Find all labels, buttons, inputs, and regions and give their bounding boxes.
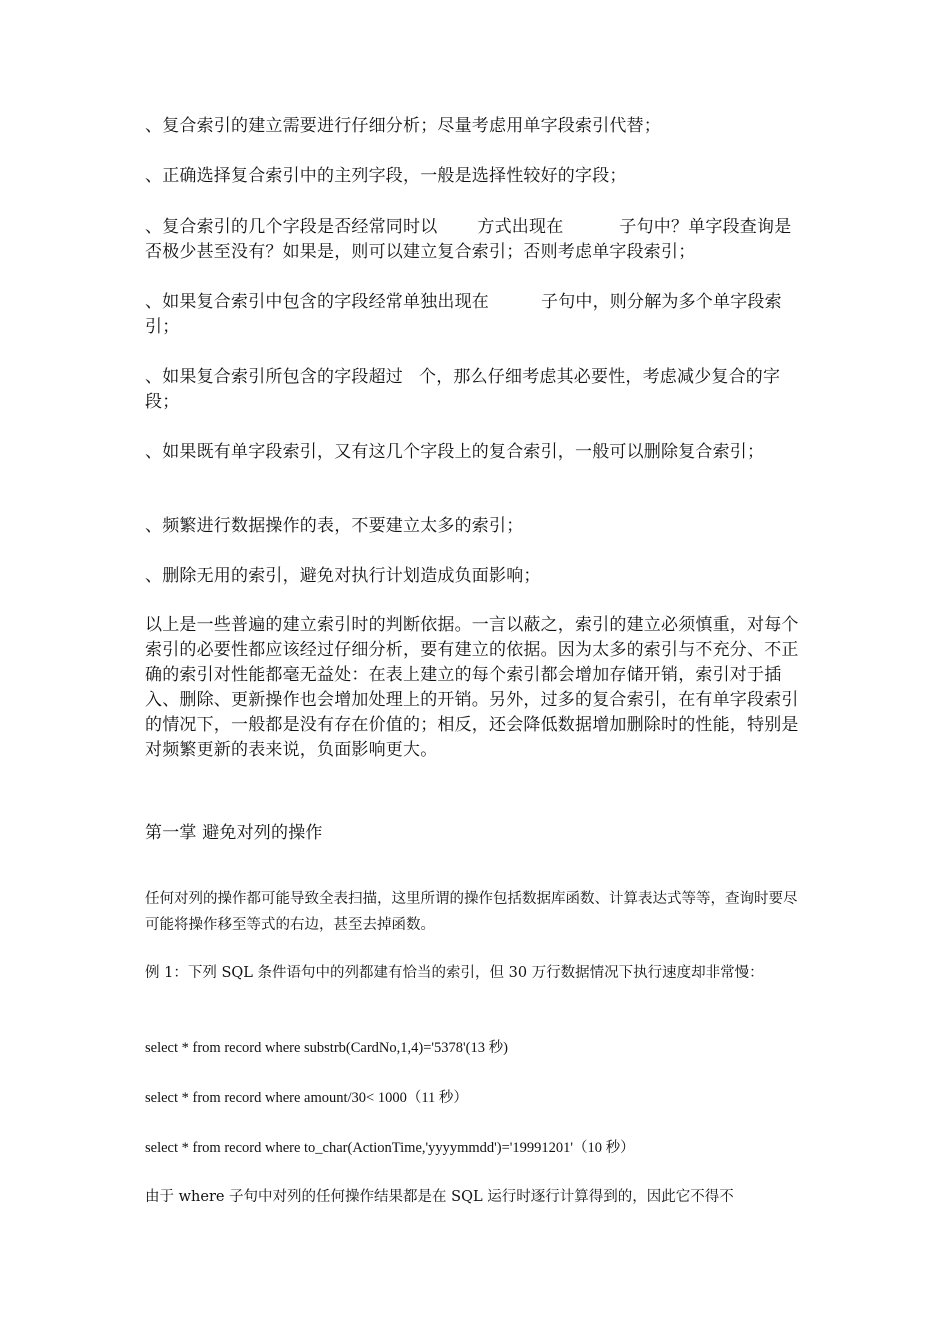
sql-line: select * from record where amount/30< 1000（11 秒） (145, 1090, 468, 1106)
list-item: 、频繁进行数据操作的表，不要建立太多的索引； (145, 516, 524, 536)
sql-line: select * from record where to_char(ActionTime,'yyyymmdd')='19991201'（10 秒） (145, 1140, 635, 1156)
summary-paragraph: 以上是一些普遍的建立索引时的判断依据。一言以蔽之，索引的建立必须慎重，对每个索引的必要性都应该经过仔细分析，要有建立的依据。因为太多的索引与不充分、不正确的索引对性能都毫无益处：在表上建立的每个索引都会增加存储开销，索引对于插入、删除、更新操作也会增加处理上的开销。另外，过多的复合索引，在有单字段索引的情况下，一般都是没有存在价值的；相反，还会降低数据增加删除时的性能，特别是对频繁更新的表来说，负面影响更大。 (145, 615, 799, 760)
list-item: 、复合索引的几个字段是否经常同时以 方式出现在 子句中？单字段查询是否极少甚至没有？如果是，则可以建立复合索引；否则考虑单字段索引； (145, 217, 792, 262)
list-item: 、如果复合索引中包含的字段经常单独出现在 子句中，则分解为多个单字段索引； (145, 292, 782, 337)
sql-line: select * from record where substrb(CardNo,1,4)='5378'(13 秒) (145, 1040, 508, 1056)
list-item: 、复合索引的建立需要进行仔细分析；尽量考虑用单字段索引代替； (145, 116, 661, 136)
closing-paragraph: 由于 where 子句中对列的任何操作结果都是在 SQL 运行时逐行计算得到的，因此它不得不 (145, 1189, 734, 1205)
list-item: 、正确选择复合索引中的主列字段，一般是选择性较好的字段； (145, 166, 627, 186)
intro-paragraph: 任何对列的操作都可能导致全表扫描，这里所谓的操作包括数据库函数、计算表达式等等，查询时要尽可能将操作移至等式的右边，甚至去掉函数。 (145, 891, 798, 933)
list-item: 、如果复合索引所包含的字段超过 个，那么仔细考虑其必要性，考虑减少复合的字段； (145, 367, 781, 412)
section-heading: 第一掌 避免对列的操作 (145, 823, 323, 843)
list-item: 、如果既有单字段索引，又有这几个字段上的复合索引，一般可以删除复合索引； (145, 442, 765, 462)
list-item: 、删除无用的索引，避免对执行计划造成负面影响； (145, 566, 541, 586)
example-paragraph: 例 1：下列 SQL 条件语句中的列都建有恰当的索引，但 30 万行数据情况下执行速度却非常慢： (145, 965, 764, 981)
